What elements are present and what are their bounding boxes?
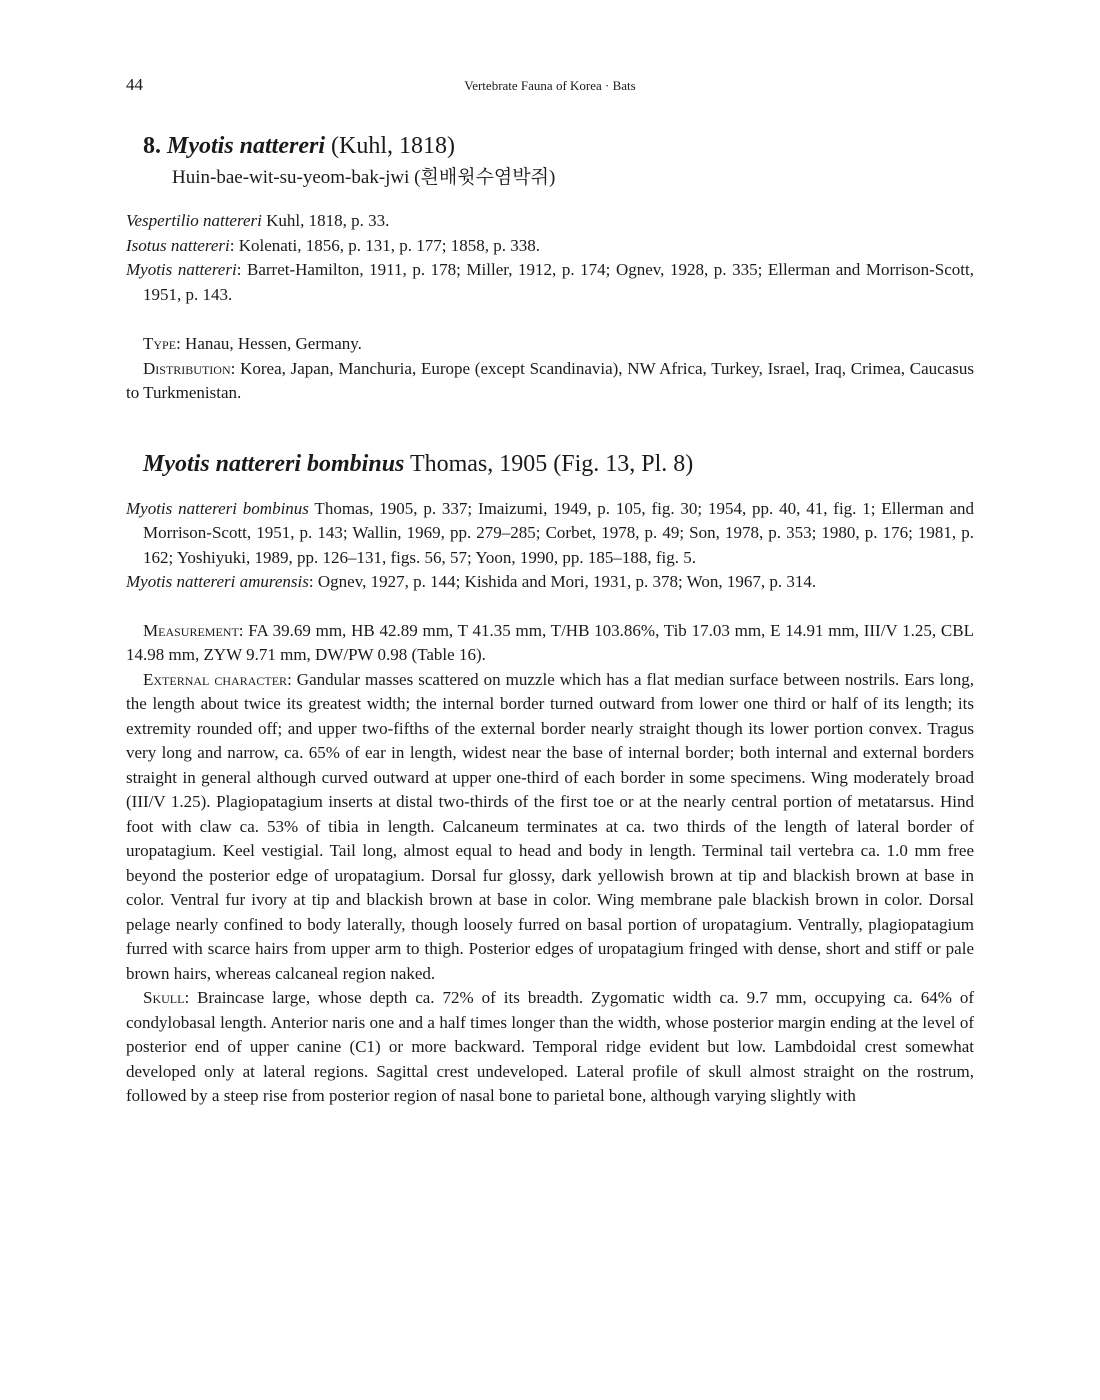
running-head: Vertebrate Fauna of Korea · Bats <box>464 78 636 93</box>
type-text: : Hanau, Hessen, Germany. <box>176 334 362 353</box>
subspecies-description <box>126 619 974 1109</box>
type-label: Type <box>143 334 177 353</box>
synonym-reference: Thomas, 1905, p. 337; Imaizumi, 1949, p. 105, fig. 30; 1954, pp. 40, 41, fig. 1; Ellerman and Morrison-Scott, 1951, p. 143; Wallin, 1969, pp. 279–285; Corbet, 1978, p. 49; Son, 1978, p. 353; 1980, p. 176; 1981, p. 162; Yoshiyuki, 1989, pp. 126–131, figs. 56, 57; Yoon, 1990, pp. 185–188, fig. 5. <box>143 498 974 567</box>
skull-label: Skull <box>143 988 185 1007</box>
distribution-label: Distribution <box>143 358 231 378</box>
type-locality-paragraph <box>126 332 974 357</box>
synonym-entry <box>126 497 974 571</box>
subspecies-heading <box>143 448 974 480</box>
species-heading <box>143 130 974 162</box>
distribution-text: : Korea, Japan, Manchuria, Europe (except Scandinavia), NW Africa, Turkey, Israel, Iraq, Crimea, Caucasus to Turkmenistan. <box>126 358 974 402</box>
external-character-text: : Gandular masses scattered on muzzle which has a flat median surface between nostrils. Ears long, the length about twice its greatest width; the internal border turned outward from lower one third or half of its length; its extremity rounded off; and upper two-fifths of the external border nearly straight though its lower portion convex. Tragus very long and narrow, ca. 65% of ear in length, widest near the base of internal border; both internal and external borders straight in general although curved outward at upper one-third of each border in some specimens. Wing moderately broad (III/V 1.25). Plagiopatagium inserts at distal two-thirds of the first toe or at the nearly central portion of metatarsus. Hind foot with claw ca. 53% of tibia in length. Calcaneum terminates at ca. two thirds of the length of lateral border of uropatagium. Keel vestigial. Tail long, almost equal to head and body in length. Terminal tail vertebra ca. 1.0 mm free beyond the posterior edge of uropatagium. Dorsal fur glossy, dark yellowish brown at tip and blackish brown at base in color. Ventral fur ivory at tip and blackish brown at base in color. Wing membrane pale blackish brown in color. Dorsal pelage nearly confined to body laterally, though loosely furred on basal portion of uropatagium. Ventrally, plagiopatagium furred with scarce hairs from upper arm to thigh. Posterior edges of uropatagium fringed with dense, short and stiff or pale brown hairs, whereas calcaneal region naked. <box>126 669 974 983</box>
subspecies-synonymy <box>126 497 974 595</box>
synonym-reference: : Barret-Hamilton, 1911, p. 178; Miller, 1912, p. 174; Ognev, 1928, p. 335; Ellerman and Morrison-Scott, 1951, p. 143. <box>143 260 974 304</box>
species-authority: (Kuhl, 1818) <box>331 133 455 159</box>
korean-common-name: Huin-bae-wit-su-yeom-bak-jwi (흰배윗수염박쥐) <box>172 167 556 188</box>
measurement-label: Measurement <box>143 620 239 640</box>
synonym-entry <box>126 258 974 307</box>
synonym-taxon: Vespertilio nattereri <box>126 211 262 230</box>
synonym-taxon: Myotis nattereri amurensis <box>126 572 309 591</box>
synonym-entry <box>126 234 974 259</box>
species-number: 8. <box>143 133 161 159</box>
species-binomial: Myotis nattereri <box>167 133 326 159</box>
synonym-reference: : Ognev, 1927, p. 144; Kishida and Mori, 1931, p. 378; Won, 1967, p. 314. <box>308 572 817 591</box>
external-character-label: External character <box>143 669 288 689</box>
synonym-reference: : Kolenati, 1856, p. 131, p. 177; 1858, p. 338. <box>229 235 540 255</box>
measurement-paragraph <box>126 619 974 668</box>
external-character-paragraph <box>126 668 974 987</box>
synonym-taxon: Isotus nattereri <box>126 235 230 255</box>
measurement-text: : FA 39.69 mm, HB 42.89 mm, T 41.35 mm, T/HB 103.86%, Tib 17.03 mm, E 14.91 mm, III/V 1.25, CBL 14.98 mm, ZYW 9.71 mm, DW/PW 0.98 (Table 16). <box>126 620 974 664</box>
subspecies-binomial: Myotis nattereri bombinus <box>143 450 405 477</box>
page-content <box>126 130 974 1109</box>
synonym-reference: Kuhl, 1818, p. 33. <box>261 211 390 230</box>
skull-paragraph <box>126 986 974 1109</box>
synonym-taxon: Myotis nattereri <box>126 260 237 279</box>
distribution-paragraph <box>126 357 974 406</box>
skull-text: : Braincase large, whose depth ca. 72% of its breadth. Zygomatic width ca. 9.7 mm, occupying ca. 64% of condylobasal length. Anterior naris one and a half times longer than the width, whose posterior margin ending at the level of posterior end of upper canine (C1) or more backward. Temporal ridge evident but low. Lambdoidal crest somewhat developed only at lateral regions. Sagittal crest undeveloped. Lateral profile of skull almost straight on the rostrum, followed by a steep rise from posterior region of nasal bone to parietal bone, although varying slightly with <box>126 988 974 1105</box>
synonym-entry <box>126 570 974 595</box>
page-number: 44 <box>126 75 143 94</box>
synonym-entry <box>126 209 974 234</box>
species-info <box>126 332 974 406</box>
species-synonymy <box>126 209 974 307</box>
subspecies-authority: Thomas, 1905 (Fig. 13, Pl. 8) <box>404 450 694 477</box>
synonym-taxon: Myotis nattereri bombinus <box>126 498 309 518</box>
